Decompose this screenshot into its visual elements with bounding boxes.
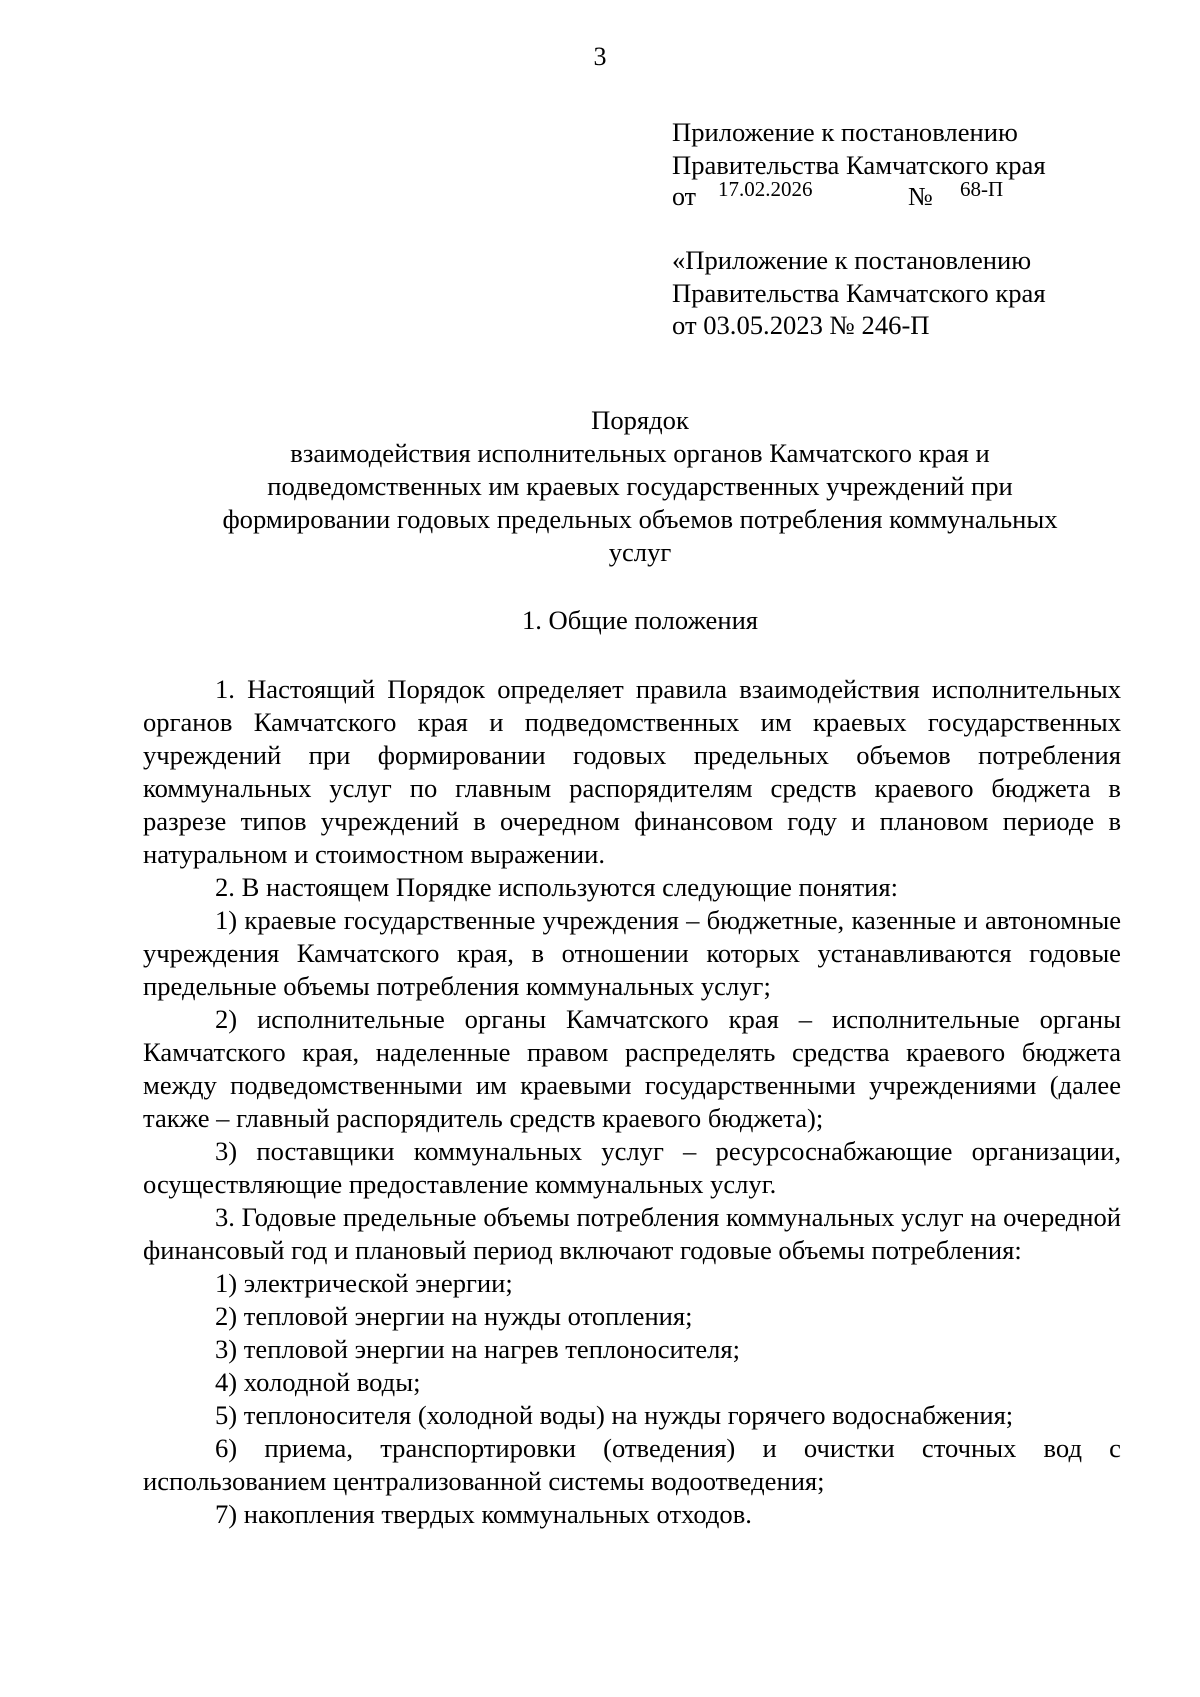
section-title: 1. Общие положения bbox=[521, 605, 759, 635]
title-line4: услуг bbox=[608, 537, 672, 567]
appendix-original-line3: от 03.05.2023 № 246-П bbox=[672, 310, 930, 340]
title-line2: подведомственных им краевых государственных учреждений при bbox=[267, 471, 1013, 501]
paragraph-2: 2. В настоящем Порядке используются следующие понятия: bbox=[215, 872, 898, 902]
list-item-4: 4) холодной воды; bbox=[215, 1367, 421, 1397]
document-body bbox=[143, 673, 1121, 1531]
definition-3: 3) поставщики коммунальных услуг – ресурсоснабжающие организации, осуществляющие предоставление коммунальных услуг. bbox=[143, 1136, 1121, 1199]
list-item-1: 1) электрической энергии; bbox=[215, 1268, 513, 1298]
resolution-number: 68-П bbox=[960, 177, 1004, 201]
appendix-current-date-number bbox=[672, 177, 1112, 213]
title-line3: формировании годовых предельных объемов потребления коммунальных bbox=[222, 504, 1058, 534]
document-title bbox=[170, 404, 1110, 569]
appendix-current-line2: Правительства Камчатского края bbox=[672, 149, 1046, 180]
paragraph-1: 1. Настоящий Порядок определяет правила взаимодействия исполнительных органов Камчатского края и подведомственных им краевых государственных учреждений при формировании годовых предельных объемов потребления коммунальных услуг по главным распорядителям средств краевого бюджета в разрезе типов учреждений в очередном финансовом году и плановом периоде в натуральном и стоимостном выражении. bbox=[143, 674, 1121, 869]
title-heading: Порядок bbox=[591, 405, 689, 435]
list-item-3: 3) тепловой энергии на нагрев теплоносителя; bbox=[215, 1334, 741, 1364]
list-item-5: 5) теплоносителя (холодной воды) на нужды горячего водоснабжения; bbox=[215, 1400, 1014, 1430]
definition-1: 1) краевые государственные учреждения – бюджетные, казенные и автономные учреждения Камчатского края, в отношении которых устанавливаются годовые предельные объемы потребления коммунальных услуг; bbox=[143, 905, 1121, 1001]
appendix-current-line1: Приложение к постановлению bbox=[672, 117, 1018, 147]
list-item-7: 7) накопления твердых коммунальных отходов. bbox=[215, 1499, 752, 1529]
paragraph-3: 3. Годовые предельные объемы потребления коммунальных услуг на очередной финансовый год и плановый период включают годовые объемы потребления: bbox=[143, 1202, 1121, 1265]
number-sign: № bbox=[908, 182, 933, 211]
definition-2: 2) исполнительные органы Камчатского края – исполнительные органы Камчатского края, наделенные правом распределять средства краевого бюджета между подведомственными им краевыми государственными учреждениями (далее также – главный распорядитель средств краевого бюджета); bbox=[143, 1004, 1121, 1133]
list-item-6: 6) приема, транспортировки (отведения) и очистки сточных вод с использованием централизованной системы водоотведения; bbox=[143, 1433, 1121, 1496]
appendix-original-line2: Правительства Камчатского края bbox=[672, 277, 1046, 308]
from-label: от bbox=[672, 182, 697, 211]
title-line1: взаимодействия исполнительных органов Камчатского края и bbox=[290, 438, 990, 468]
appendix-original-line1: «Приложение к постановлению bbox=[672, 245, 1032, 275]
resolution-date: 17.02.2026 bbox=[718, 177, 813, 201]
list-item-2: 2) тепловой энергии на нужды отопления; bbox=[215, 1301, 693, 1331]
page-number: 3 bbox=[593, 42, 607, 71]
appendix-current-header bbox=[672, 116, 1112, 213]
appendix-original-header bbox=[672, 244, 1112, 342]
